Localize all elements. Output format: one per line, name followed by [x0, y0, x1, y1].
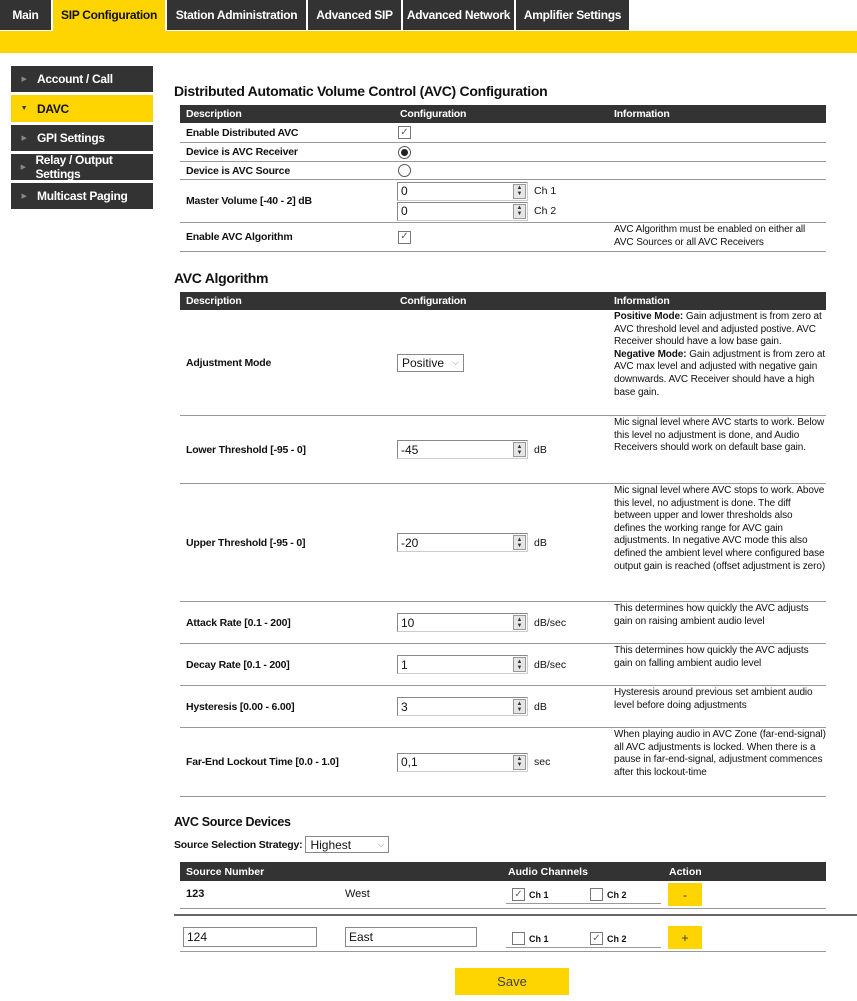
table-row — [180, 728, 826, 797]
tab-amplifier-settings[interactable]: Amplifier Settings — [516, 0, 629, 30]
table-row — [180, 143, 826, 162]
table-header — [180, 862, 826, 881]
ch2-label: Ch 2 — [607, 889, 627, 900]
adjustment-mode-info — [608, 310, 826, 399]
sidebar-item-account-call[interactable] — [11, 66, 153, 92]
header-description: Description — [186, 108, 242, 120]
enable-algorithm-label: Enable AVC Algorithm — [186, 231, 293, 243]
add-source-button[interactable]: + — [668, 926, 702, 949]
spinner-icon[interactable]: ▲ ▼ — [513, 657, 526, 672]
header-audio-channels: Audio Channels — [508, 866, 588, 878]
input-value: 0,1 — [401, 755, 418, 769]
caret-right-icon: ▶ — [21, 76, 27, 83]
ch2-label: Ch 2 — [534, 205, 557, 217]
table-row — [180, 123, 826, 143]
algorithm-info: AVC Algorithm must be enabled on either all AVC Sources or all AVC Receivers — [614, 224, 806, 248]
config-cell — [394, 613, 608, 632]
hysteresis-input[interactable] — [397, 697, 528, 716]
table-row — [180, 602, 826, 644]
table-row — [180, 162, 826, 180]
table-row — [180, 223, 826, 252]
select-value: Positive — [402, 355, 445, 370]
lower-threshold-info: Mic signal level where AVC starts to work. Below this level no adjustment is done, and Audio Receivers should work on default base gain. — [614, 417, 825, 454]
spinner-icon[interactable]: ▲ ▼ — [513, 535, 526, 550]
top-tab-bar — [0, 0, 631, 30]
config-cell — [394, 655, 608, 674]
config-cell — [394, 182, 608, 221]
tab-station-administration[interactable]: Station Administration — [167, 0, 306, 30]
lockout-time-info: When playing audio in AVC Zone (far-end-signal) all AVC adjustments is locked. When there is a pause in far-end-signal, adjustment commences after this lockout-time — [614, 729, 826, 778]
caret-right-icon: ▶ — [20, 164, 26, 171]
tab-main[interactable]: Main — [0, 0, 51, 30]
row1-ch1-checkbox[interactable]: ✓ — [512, 888, 525, 901]
config-cell — [394, 533, 608, 552]
adjustment-mode-select[interactable] — [397, 354, 464, 372]
caret-down-icon: ▼ — [20, 105, 28, 112]
header-configuration: Configuration — [400, 108, 467, 120]
avc-config-title: Distributed Automatic Volume Control (AVC) Configuration — [174, 83, 548, 99]
header-configuration: Configuration — [400, 295, 467, 307]
input-value: 3 — [401, 699, 408, 714]
table-row — [180, 686, 826, 728]
select-value: Highest — [310, 837, 352, 852]
sidebar-item-label: DAVC — [37, 101, 69, 116]
sub-nav-bar — [0, 31, 857, 53]
spinner-icon[interactable]: ▲ ▼ — [513, 184, 526, 199]
avc-config-table — [180, 105, 826, 252]
header-information: Information — [614, 295, 670, 307]
header-information: Information — [614, 108, 670, 120]
avc-receiver-label: Device is AVC Receiver — [186, 146, 298, 158]
config-cell — [394, 440, 608, 459]
lockout-time-input[interactable] — [397, 753, 528, 772]
sidebar-item-label: Account / Call — [37, 72, 113, 86]
input-value: -20 — [401, 535, 419, 550]
positive-mode-text: Gain adjustment is from zero at AVC threshold level and adjusted postive. AVC Receiver should have a low base gain. — [614, 311, 822, 348]
row1-ch2-checkbox[interactable] — [590, 888, 603, 901]
table-row — [180, 644, 826, 686]
table-header — [180, 105, 826, 123]
decay-rate-info: This determines how quickly the AVC adjusts gain on falling ambient audio level — [614, 645, 809, 669]
chevron-down-icon: ⌵ — [377, 839, 385, 849]
sidebar — [11, 66, 153, 212]
config-cell — [394, 146, 608, 159]
config-cell — [394, 126, 608, 139]
tab-sip-configuration[interactable]: SIP Configuration — [53, 0, 165, 31]
tab-advanced-network[interactable]: Advanced Network — [403, 0, 514, 30]
remove-source-button[interactable]: - — [668, 883, 702, 906]
input-value: 0 — [401, 184, 408, 198]
attack-rate-info: This determines how quickly the AVC adjusts gain on raising ambient audio level — [614, 603, 809, 627]
spinner-icon[interactable]: ▲ ▼ — [513, 755, 526, 770]
avc-source-radio[interactable] — [398, 164, 411, 177]
header-action: Action — [669, 866, 702, 878]
new-ch1-checkbox[interactable] — [512, 932, 525, 945]
source-devices-title: AVC Source Devices — [174, 815, 291, 829]
spinner-icon[interactable]: ▲ ▼ — [513, 442, 526, 457]
new-ch2-checkbox[interactable]: ✓ — [590, 932, 603, 945]
enable-algorithm-checkbox[interactable]: ✓ — [398, 231, 411, 244]
chevron-down-icon: ⌵ — [452, 357, 459, 367]
adjustment-mode-label: Adjustment Mode — [186, 356, 272, 369]
lower-threshold-label: Lower Threshold [-95 - 0] — [186, 443, 306, 456]
table-row — [180, 484, 826, 602]
new-ch2 — [590, 932, 627, 945]
unit-label: dB — [534, 443, 547, 456]
sidebar-item-gpi-settings[interactable] — [11, 125, 153, 151]
config-cell — [394, 231, 608, 244]
unit-label: dB/sec — [534, 616, 567, 629]
sidebar-item-relay-output-settings[interactable] — [11, 154, 153, 180]
new-ch1 — [512, 932, 549, 945]
unit-label: dB — [534, 700, 547, 713]
table-header — [180, 292, 826, 310]
enable-davc-label: Enable Distributed AVC — [186, 126, 299, 139]
avc-source-label: Device is AVC Source — [186, 164, 290, 177]
divider — [174, 914, 857, 916]
upper-threshold-info: Mic signal level where AVC stops to work. Above this level, no adjustment is done. The diff between upper and lower thresholds also defines the working range for AVC gain adjustments. In negative AVC mode this also defined the ambient level where configured base output gain is reached (offset adjustment is zero) — [614, 485, 826, 572]
ch1-label: Ch 1 — [534, 185, 557, 197]
unit-label: dB — [534, 536, 547, 549]
spinner-icon[interactable]: ▲ ▼ — [513, 699, 526, 714]
unit-label: sec — [534, 756, 551, 768]
sidebar-item-davc[interactable] — [11, 95, 153, 122]
header-source-number: Source Number — [186, 866, 265, 878]
channels-underline — [506, 947, 661, 948]
lower-threshold-input[interactable] — [397, 440, 528, 459]
sidebar-item-label: Multicast Paging — [37, 189, 128, 203]
row1-ch1 — [512, 888, 549, 901]
negative-mode-title: Negative Mode: — [614, 348, 687, 360]
sidebar-item-label: Relay / Output Settings — [35, 153, 113, 181]
lockout-time-label: Far-End Lockout Time [0.0 - 1.0] — [186, 756, 339, 768]
input-value: 1 — [401, 657, 408, 672]
channels-underline — [506, 903, 661, 904]
config-cell — [394, 354, 608, 372]
input-value: 124 — [187, 930, 208, 944]
input-value: -45 — [401, 442, 419, 457]
hysteresis-label: Hysteresis [0.00 - 6.00] — [186, 700, 295, 713]
new-source-row — [180, 922, 826, 952]
algorithm-title: AVC Algorithm — [174, 270, 269, 286]
source-devices-table — [180, 862, 826, 909]
spinner-icon[interactable]: ▲ ▼ — [513, 615, 526, 630]
ch1-label: Ch 1 — [529, 933, 549, 944]
input-value: 10 — [401, 615, 415, 630]
strategy-row — [174, 836, 389, 853]
upper-threshold-input[interactable] — [397, 533, 528, 552]
strategy-select[interactable] — [305, 836, 389, 853]
master-volume-ch1-input[interactable] — [397, 182, 528, 201]
caret-right-icon: ▶ — [21, 193, 27, 200]
save-button[interactable]: Save — [455, 968, 569, 995]
table-row — [180, 180, 826, 223]
config-cell — [394, 164, 608, 177]
algorithm-table — [180, 292, 826, 797]
tab-advanced-sip[interactable]: Advanced SIP — [308, 0, 401, 30]
master-volume-ch2-input[interactable] — [397, 202, 528, 221]
hysteresis-info: Hysteresis around previous set ambient audio level before doing adjustments — [614, 687, 813, 711]
avc-receiver-radio[interactable] — [398, 146, 411, 159]
input-value: 0 — [401, 204, 408, 218]
attack-rate-label: Attack Rate [0.1 - 200] — [186, 616, 291, 629]
spinner-icon[interactable]: ▲ ▼ — [513, 204, 526, 219]
row1-ch2 — [590, 888, 627, 901]
header-description: Description — [186, 295, 242, 307]
sidebar-item-multicast-paging[interactable] — [11, 183, 153, 209]
table-row — [180, 310, 826, 416]
config-cell — [394, 753, 608, 772]
negative-mode-text: Gain adjustment is from zero at AVC max level and adjusted with negative gain downwards. AVC Receiver should have a high base gain. — [614, 348, 826, 398]
input-value: East — [349, 930, 374, 944]
decay-rate-label: Decay Rate [0.1 - 200] — [186, 658, 290, 671]
positive-mode-title: Positive Mode: — [614, 311, 684, 322]
table-row — [180, 881, 826, 909]
table-row — [180, 416, 826, 484]
attack-rate-input[interactable] — [397, 613, 528, 632]
unit-label: dB/sec — [534, 658, 567, 671]
new-source-name-input[interactable] — [345, 927, 477, 947]
caret-right-icon: ▶ — [21, 135, 27, 142]
decay-rate-input[interactable] — [397, 655, 528, 674]
new-source-number-input[interactable] — [183, 927, 317, 947]
enable-davc-checkbox[interactable]: ✓ — [398, 126, 411, 139]
strategy-label: Source Selection Strategy: — [174, 838, 303, 851]
master-volume-label: Master Volume [-40 - 2] dB — [186, 195, 312, 207]
ch1-label: Ch 1 — [529, 889, 549, 900]
sidebar-item-label: GPI Settings — [37, 131, 105, 145]
upper-threshold-label: Upper Threshold [-95 - 0] — [186, 536, 306, 549]
source-number: 123 — [186, 888, 205, 900]
ch2-label: Ch 2 — [607, 933, 627, 944]
source-name: West — [345, 888, 370, 900]
config-cell — [394, 697, 608, 716]
